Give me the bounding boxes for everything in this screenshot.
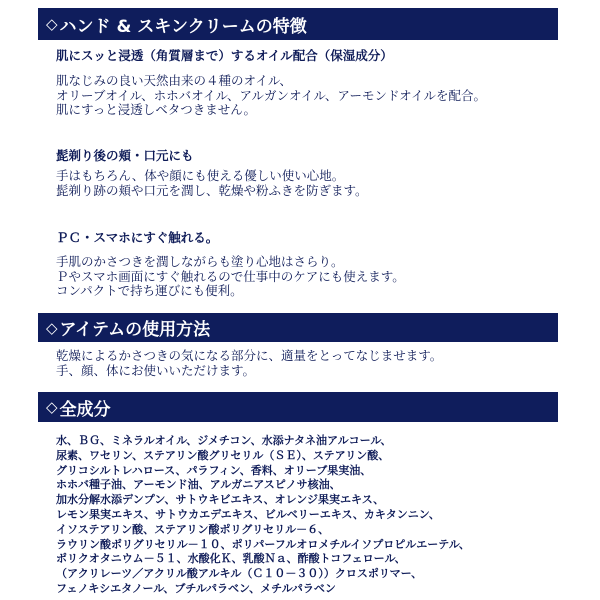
ingredient-line: ポリクオタニウム－５１、水酸化Ｋ、乳酸Ｎａ、酢酸トコフェロール、 (56, 552, 406, 566)
diamond-icon: ◇ (46, 398, 58, 416)
text-line: Ｐやスマホ画面にすぐ触れるので仕事中のケアにも使えます。 (56, 268, 405, 284)
ingredient-line: イソステアリン酸、ステアリン酸ポリグリセリル－６、 (56, 522, 330, 536)
section-header-ingredients (38, 392, 558, 422)
ingredient-line: レモン果実エキス、サトウカエデエキス、ビルベリーエキス、カキタンニン、 (56, 507, 440, 521)
text-line: 髭剃り跡の頬や口元を潤し、乾燥や粉ふきを防ぎます。 (56, 182, 368, 198)
ingredient-line: 加水分解水添デンプン、サトウキビエキス、オレンジ果実エキス、 (56, 493, 385, 507)
ingredient-line: 尿素、ワセリン、ステアリン酸グリセリル（ＳＥ）、ステアリン酸、 (56, 448, 390, 462)
text-line: 乾燥によるかさつきの気になる部分に、適量をとってなじませます。 (56, 348, 443, 363)
ingredient-line: フェノキシエタノール、ブチルパラベン、メチルパラベン (56, 581, 336, 595)
text-line: オリーブオイル、ホホバオイル、アルガンオイル、アーモンドオイルを配合。 (56, 87, 487, 103)
text-line: 手はもちろん、体や顔にも使える優しい使い心地。 (56, 168, 345, 183)
feature-text (56, 255, 405, 299)
section-header-usage (38, 313, 558, 342)
ingredient-line: ホホバ種子油、アーモンド油、アルガニアスピノサ核油、 (56, 478, 341, 492)
ingredients-list (56, 434, 470, 597)
section-title: アイテムの使用方法 (59, 320, 211, 340)
feature-text (56, 169, 368, 198)
feature-text (56, 74, 486, 118)
ingredient-line: （アクリレーツ／アクリル酸アルキル（Ｃ１０－３０））クロスポリマー、 (56, 567, 423, 581)
section-title: 全成分 (59, 399, 111, 420)
usage-text (56, 349, 442, 378)
text-line: 肌なじみの良い天然由来の４種のオイル、 (56, 73, 292, 88)
text-line: 手、顔、体にお使いいただけます。 (56, 362, 256, 378)
feature-heading: 肌にスッと浸透（角質層まで）するオイル配合（保湿成分） (56, 48, 393, 63)
diamond-icon: ◇ (46, 15, 58, 33)
feature-heading: ＰＣ・スマホにすぐ触れる。 (56, 230, 219, 245)
ingredient-line: ラウリン酸ポリグリセリル－１０、ポリパーフルオロメチルイソプロピルエーテル、 (56, 537, 470, 551)
text-line: 肌にすっと浸透しベタつきません。 (56, 102, 257, 117)
text-line: 手肌のかさつきを潤しながらも塗り心地はさらり。 (56, 254, 344, 269)
ingredient-line: グリコシルトレハロース、パラフィン、香料、オリーブ果実油、 (56, 463, 372, 477)
section-header-features (38, 8, 558, 40)
feature-heading: 髭剃り後の頬・口元にも (56, 148, 194, 163)
ingredient-line: 水、ＢＧ、ミネラルオイル、ジメチコン、水添ナタネ油アルコール、 (56, 434, 392, 447)
text-line: コンパクトで持ち運びにも便利。 (56, 283, 243, 298)
section-title: ハンド & スキンクリームの特徴 (59, 16, 307, 37)
diamond-icon: ◇ (46, 318, 58, 337)
